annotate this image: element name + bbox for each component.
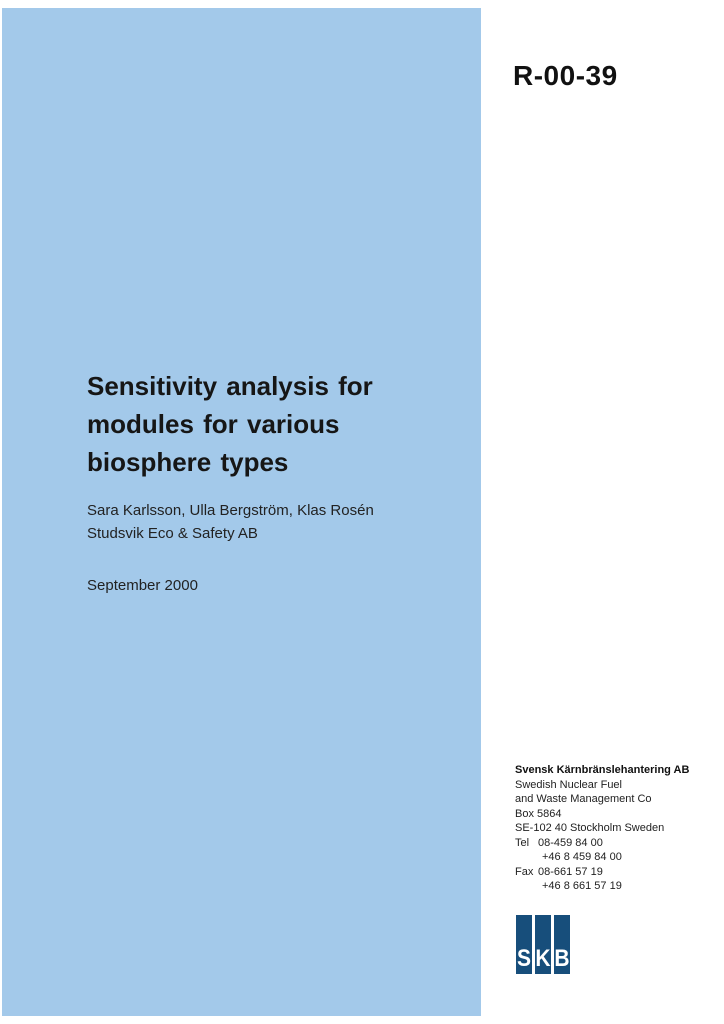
- report-title-line-3: biosphere types: [87, 447, 289, 477]
- publication-date: September 2000: [87, 577, 198, 594]
- skb-logo-letter-b: B: [554, 945, 570, 972]
- publisher-name: Svensk Kärnbränslehantering AB: [515, 764, 690, 776]
- skb-logo: [516, 915, 570, 974]
- publisher-address-line: Box 5864: [515, 807, 562, 820]
- publisher-block: [515, 763, 689, 894]
- authors-block: [87, 499, 374, 545]
- publisher-address-line: SE-102 40 Stockholm Sweden: [515, 822, 665, 834]
- report-title-line-1: Sensitivity analysis for: [87, 371, 373, 401]
- fax-row-2: [515, 879, 689, 894]
- publisher-address-line: Swedish Nuclear Fuel: [515, 778, 622, 791]
- skb-logo-letter-k: K: [535, 945, 551, 972]
- fax-number-national: 08-661 57 19: [538, 865, 603, 878]
- tel-number-national: 08-459 84 00: [538, 836, 603, 849]
- tel-row-1: [515, 836, 689, 851]
- skb-logo-bar-b: [554, 915, 570, 974]
- fax-row-1: [515, 865, 689, 880]
- report-title-line-2: modules for various: [87, 409, 340, 439]
- report-title: [87, 367, 373, 481]
- author-affiliation: Studsvik Eco & Safety AB: [87, 525, 258, 542]
- fax-number-international: +46 8 661 57 19: [542, 880, 622, 892]
- skb-logo-bar-k: [535, 915, 551, 974]
- publisher-address-line: and Waste Management Co: [515, 793, 652, 805]
- tel-label: Tel: [515, 836, 530, 849]
- tel-row-2: [515, 850, 689, 865]
- report-number: R-00-39: [513, 60, 618, 91]
- skb-logo-bar-s: [516, 915, 532, 974]
- fax-label: Fax: [515, 865, 534, 878]
- skb-logo-letter-s: S: [516, 945, 531, 972]
- author-names: Sara Karlsson, Ulla Bergström, Klas Rosén: [87, 502, 374, 519]
- tel-number-international: +46 8 459 84 00: [542, 851, 622, 863]
